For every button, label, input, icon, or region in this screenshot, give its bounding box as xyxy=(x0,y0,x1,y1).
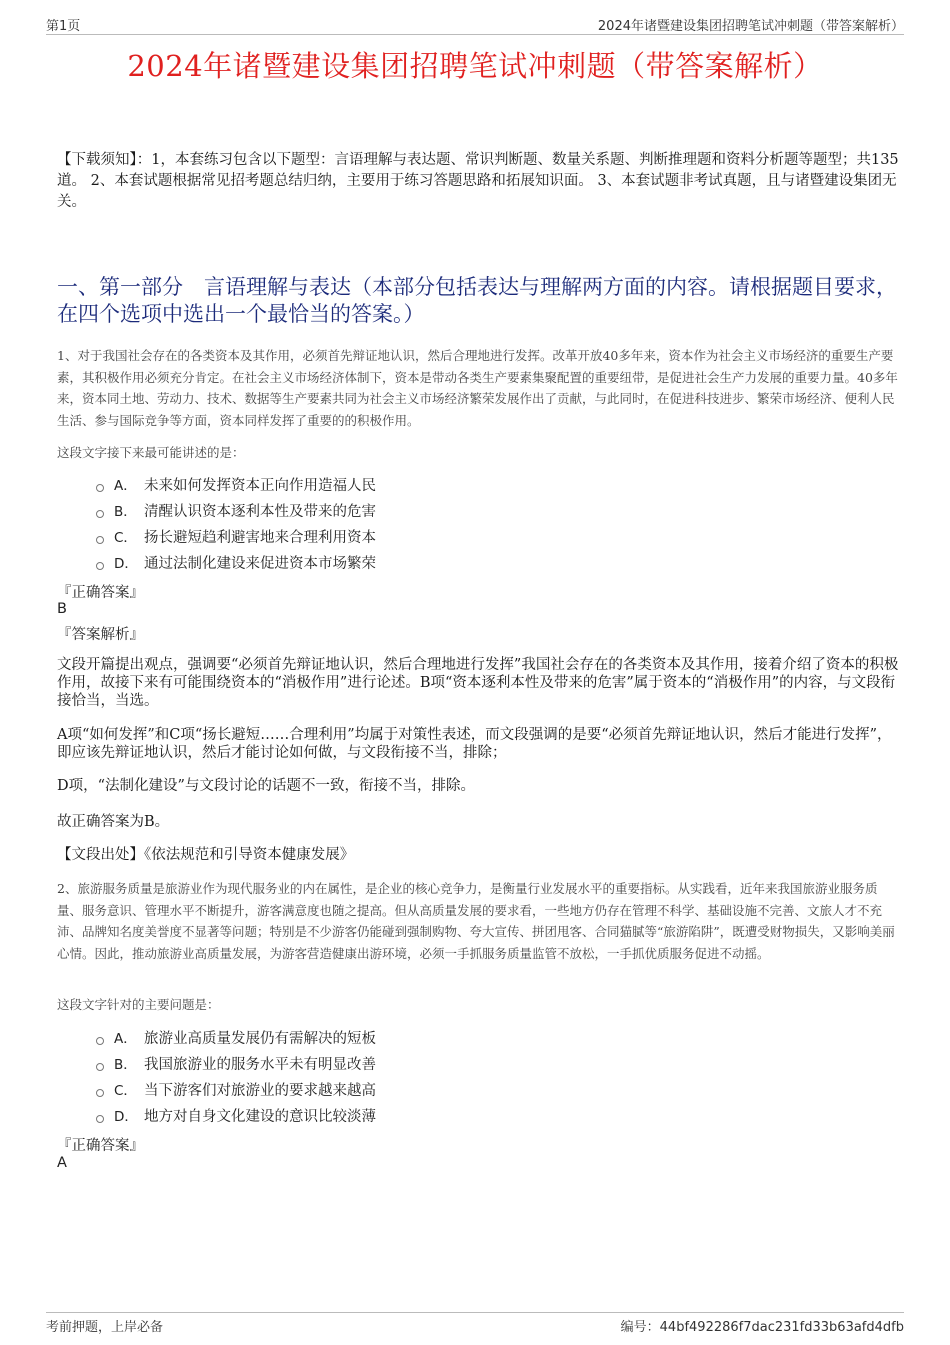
option-text: 当下游客们对旅游业的要求越来越高 xyxy=(144,1083,376,1099)
option-letter: D． xyxy=(114,556,138,572)
option-text: 地方对自身文化建设的意识比较淡薄 xyxy=(144,1109,376,1125)
option-letter: D． xyxy=(114,1109,138,1125)
download-notice: 【下载须知】：1，本套练习包含以下题型：言语理解与表达题、常识判断题、数量关系题、判断推理题和资料分析题等题型；共135道。 2、本套试题根据常见招考题总结归纳，主要用于练习答题思路和拓展知识面。 3、本套试题非考试真题，且与诸暨建设集团无关。 xyxy=(57,152,899,210)
question-2-options xyxy=(96,1026,796,1130)
option-text: 旅游业高质量发展仍有需解决的短板 xyxy=(144,1031,376,1047)
radio-icon[interactable] xyxy=(96,1037,104,1045)
header-doc-title: 2024年诸暨建设集团招聘笔试冲刺题（带答案解析） xyxy=(597,19,904,34)
radio-icon[interactable] xyxy=(96,510,104,518)
option-text: 清醒认识资本逐利本性及带来的危害 xyxy=(144,504,376,520)
question-2-answer-label: 『正确答案』 xyxy=(57,1138,144,1154)
radio-icon[interactable] xyxy=(96,1063,104,1071)
question-1-prompt: 这段文字接下来最可能讲述的是： xyxy=(57,445,245,460)
question-1-passage: 1、对于我国社会存在的各类资本及其作用，必须首先辩证地认识，然后合理地进行发挥。改革开放40多年来，资本作为社会主义市场经济的重要生产要素，其积极作用必须充分肯定。在社会主义市场经济体制下，资本是带动各类生产要素集聚配置的重要纽带，是促进社会生产力发展的重要力量。40多年来，资本同土地、劳动力、技术、数据等生产要素共同为社会主义市场经济繁荣发展作出了贡献，与此同时，在促进科技进步、繁荣市场经济、便利人民生活、参与国际竞争等方面，资本同样发挥了重要的的积极作用。 xyxy=(57,348,898,428)
question-2-prompt: 这段文字针对的主要问题是： xyxy=(57,997,220,1012)
question-1-options xyxy=(96,473,796,577)
radio-icon[interactable] xyxy=(96,1089,104,1097)
question-1-option-b[interactable] xyxy=(96,499,796,525)
option-text: 未来如何发挥资本正向作用造福人民 xyxy=(144,478,376,494)
question-1-analysis-paragraph: 文段开篇提出观点，强调要“必须首先辩证地认识，然后合理地进行发挥”我国社会存在的各类资本及其作用，接着介绍了资本的积极作用，故接下来有可能围绕资本的“消极作用”进行论述。B项“资本逐利本性及带来的危害”属于资本的“消极作用”的内容，与文段衔接恰当，当选。 xyxy=(57,657,899,709)
question-1-analysis-paragraph: A项“如何发挥”和C项“扬长避短……合理利用”均属于对策性表述，而文段强调的是要“必须首先辩证地认识，然后才能进行发挥”，即应该先辩证地认识，然后才能讨论如何做，与文段衔接不当，排除； xyxy=(57,727,892,761)
question-1-analysis-label: 『答案解析』 xyxy=(57,627,144,643)
question-1-analysis-paragraph: D项，“法制化建设”与文段讨论的话题不一致，衔接不当，排除。 xyxy=(57,778,475,794)
question-1-option-c[interactable] xyxy=(96,525,796,551)
option-text: 通过法制化建设来促进资本市场繁荣 xyxy=(144,556,376,572)
section-heading: 一、第一部分 言语理解与表达（本部分包括表达与理解两方面的内容。请根据题目要求，在四个选项中选出一个最恰当的答案。） xyxy=(57,275,897,326)
footer-slogan: 考前押题，上岸必备 xyxy=(46,1320,164,1335)
radio-icon[interactable] xyxy=(96,1115,104,1123)
question-2-passage: 2、旅游服务质量是旅游业作为现代服务业的内在属性，是企业的核心竞争力，是衡量行业发展水平的重要指标。从实践看，近年来我国旅游业服务质量、服务意识、管理水平不断提升，游客满意度也随之提高。但从高质量发展的要求看，一些地方仍存在管理不科学、基础设施不完善、文旅人才不充沛、品牌知名度美誉度不显著等问题；特别是不少游客仍能碰到强制购物、夸大宣传、拼团甩客、合同猫腻等“旅游陷阱”，既遭受财物损失，又影响美丽心情。因此，推动旅游业高质量发展，为游客营造健康出游环境，必须一手抓服务质量监管不放松，一手抓优质服务促进不动摇。 xyxy=(57,881,895,961)
question-1-source: 【文段出处】《依法规范和引导资本健康发展》 xyxy=(57,847,355,863)
document-serial: 编号：44bf492286f7dac231fd33b63afd4dfb xyxy=(620,1320,904,1335)
option-letter: C． xyxy=(114,530,137,546)
question-1-option-a[interactable] xyxy=(96,473,796,499)
question-1-option-d[interactable] xyxy=(96,551,796,577)
question-2-option-c[interactable] xyxy=(96,1078,796,1104)
option-letter: B． xyxy=(114,504,137,520)
question-2-option-d[interactable] xyxy=(96,1104,796,1130)
option-letter: A． xyxy=(114,1031,137,1047)
question-1-answer: B xyxy=(57,601,67,617)
page-footer xyxy=(46,1312,904,1337)
question-1-conclusion: 故正确答案为B。 xyxy=(57,814,170,830)
radio-icon[interactable] xyxy=(96,562,104,570)
option-letter: B． xyxy=(114,1057,137,1073)
document-title: 2024年诸暨建设集团招聘笔试冲刺题（带答案解析） xyxy=(127,49,823,83)
question-1-answer-label: 『正确答案』 xyxy=(57,585,144,601)
option-letter: C． xyxy=(114,1083,137,1099)
question-2-answer: A xyxy=(57,1155,67,1171)
option-letter: A． xyxy=(114,478,137,494)
option-text: 我国旅游业的服务水平未有明显改善 xyxy=(144,1057,376,1073)
radio-icon[interactable] xyxy=(96,484,104,492)
radio-icon[interactable] xyxy=(96,536,104,544)
question-2-option-a[interactable] xyxy=(96,1026,796,1052)
question-2-option-b[interactable] xyxy=(96,1052,796,1078)
page-header xyxy=(46,14,904,35)
option-text: 扬长避短趋利避害地来合理利用资本 xyxy=(144,530,376,546)
page-number: 第1页 xyxy=(46,19,81,34)
